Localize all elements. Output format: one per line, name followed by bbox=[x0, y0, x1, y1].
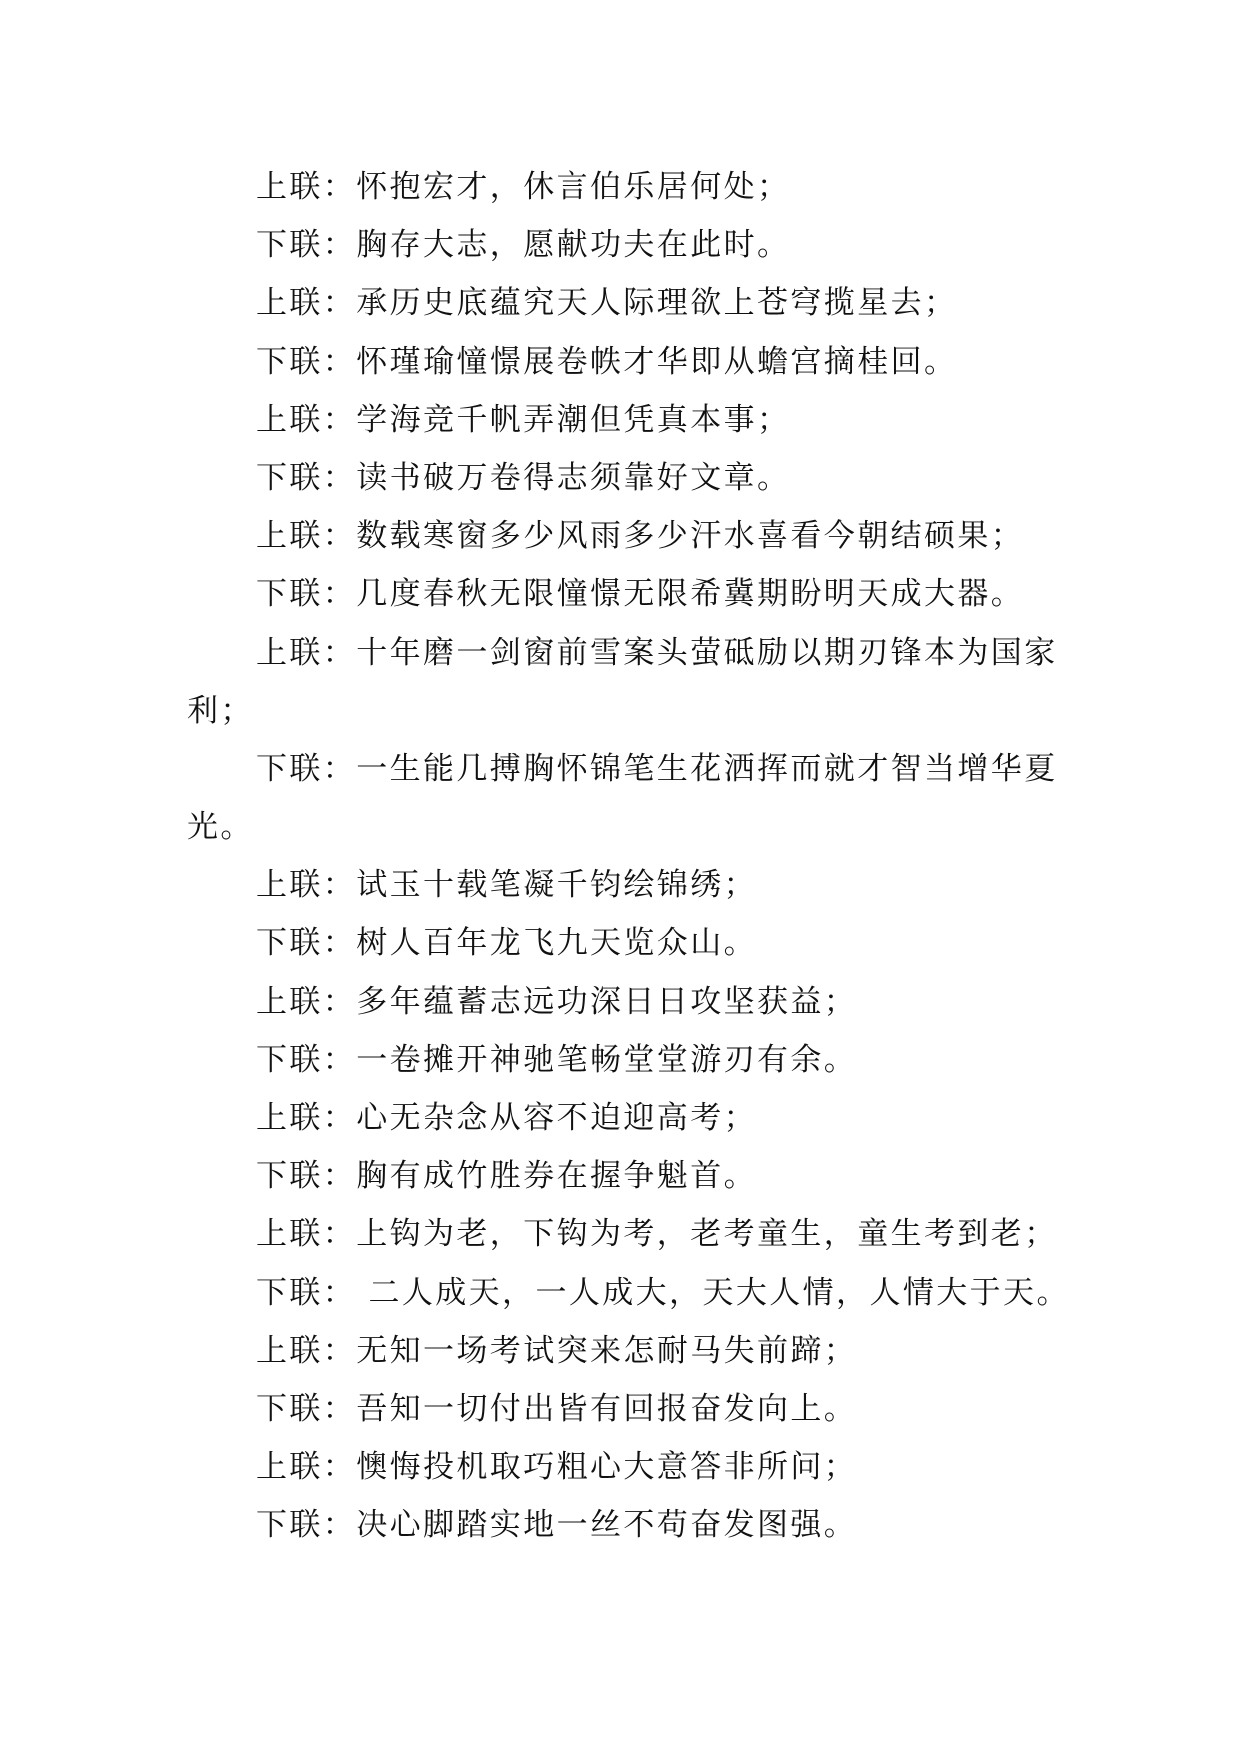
couplet-line: 上联：多年蕴蓄志远功深日日攻坚获益； bbox=[256, 983, 858, 1020]
couplet-line: 下联：吾知一切付出皆有回报奋发向上。 bbox=[256, 1390, 858, 1427]
couplet-line: 下联：读书破万卷得志须靠好文章。 bbox=[256, 459, 791, 496]
couplet-list bbox=[187, 158, 1077, 1555]
couplet-line: 上联：学海竞千帆弄潮但凭真本事； bbox=[256, 401, 791, 438]
couplet-line: 下联：几度春秋无限憧憬无限希冀期盼明天成大器。 bbox=[256, 576, 1025, 613]
couplet-line-continuation: 光。 bbox=[187, 809, 254, 846]
couplet-line: 下联：树人百年龙飞九天览众山。 bbox=[256, 925, 757, 962]
couplet-line-continuation: 利； bbox=[187, 692, 254, 729]
couplet-line: 上联：怀抱宏才，休言伯乐居何处； bbox=[256, 169, 791, 205]
couplet-line: 上联：十年磨一剑窗前雪案头萤砥励以期刃锋本为国家 bbox=[256, 634, 1058, 671]
couplet-line: 下联：胸有成竹胜券在握争魁首。 bbox=[256, 1158, 757, 1195]
couplet-line: 上联：心无杂念从容不迫迎高考； bbox=[256, 1100, 757, 1136]
couplet-line: 上联：懊悔投机取巧粗心大意答非所问； bbox=[256, 1449, 858, 1486]
couplet-line: 下联：一生能几搏胸怀锦笔生花洒挥而就才智当增华夏 bbox=[256, 750, 1058, 787]
couplet-line: 上联：试玉十载笔凝千钧绘锦绣； bbox=[256, 867, 757, 904]
couplet-line: 上联：上钩为老，下钩为考，老考童生，童生考到老； bbox=[256, 1216, 1058, 1253]
couplet-line: 下联： 二人成天，一人成大，天大人情，人情大于天。 bbox=[256, 1274, 1070, 1311]
couplet-line: 下联：胸存大志，愿献功夫在此时。 bbox=[256, 227, 791, 264]
couplet-line: 下联：怀瑾瑜憧憬展卷帙才华即从蟾宫摘桂回。 bbox=[256, 343, 958, 380]
couplet-line: 上联：数载寒窗多少风雨多少汗水喜看今朝结硕果； bbox=[256, 518, 1025, 555]
couplet-line: 上联：承历史底蕴究天人际理欲上苍穹揽星去； bbox=[256, 285, 958, 322]
couplet-line: 下联：决心脚踏实地一丝不苟奋发图强。 bbox=[256, 1507, 858, 1544]
couplet-line: 上联：无知一场考试突来怎耐马失前蹄； bbox=[256, 1332, 858, 1369]
couplet-line: 下联：一卷摊开神驰笔畅堂堂游刃有余。 bbox=[256, 1041, 858, 1078]
